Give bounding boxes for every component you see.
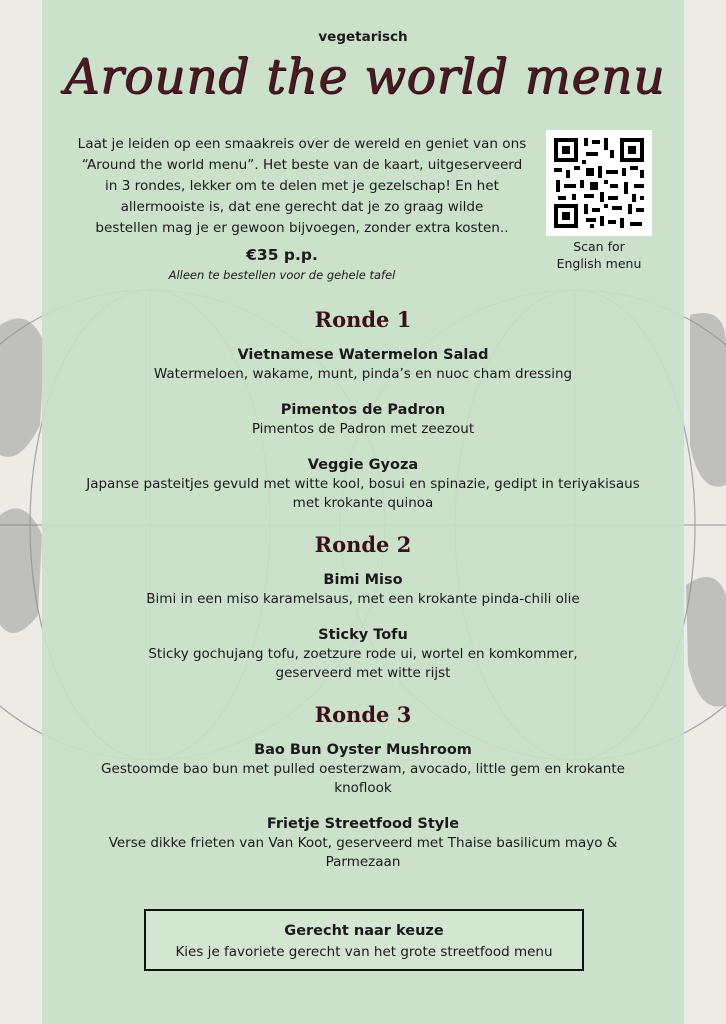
price-note: Alleen te bestellen voor de gehele tafel [168,268,396,282]
dish-description: knoflook [334,780,392,796]
dish-description: Japanse pasteitjes gevuld met witte kool, bosui en spinazie, gedipt in teriyakisaus [86,476,640,492]
menu-content [42,0,684,1024]
dish-description: Pimentos de Padron met zeezout [251,421,475,437]
menu-price: €35 p.p. [246,246,318,264]
intro-line: allermooiste is, dat ene gerecht dat je zo graag wilde [120,199,484,215]
dish [62,740,664,798]
choice-box [144,909,584,971]
round-title: Ronde 2 [314,532,412,557]
menu-tag: vegetarisch [318,29,408,45]
dish-description: Gestoomde bao bun met pulled oesterzwam, avocado, little gem en krokante [101,761,625,777]
dish-description: Watermeloen, wakame, munt, pinda’s en nuoc cham dressing [153,366,573,382]
dish [62,625,664,683]
dish-name: Veggie Gyoza [307,457,419,473]
dish-description: geserveerd met witte rijst [275,665,451,681]
dish-description: Sticky gochujang tofu, zoetzure rode ui, wortel en komkommer, [148,646,578,662]
dish-description: Verse dikke frieten van Van Koot, geserveerd met Thaise basilicum mayo & [108,835,618,851]
dish [62,400,664,439]
intro-line: bestellen mag je er gewoon bijvoegen, zonder extra kosten.. [95,220,509,236]
menu-title: Around the world menu [64,48,665,105]
dish [62,570,664,609]
intro-line: Laat je leiden op een smaakreis over de wereld en geniet van ons [77,136,527,152]
intro-text [62,134,542,239]
qr-code-icon [546,130,652,236]
dish-name: Bimi Miso [323,572,403,588]
intro-line: in 3 rondes, lekker om te delen met je gezelschap! En het [105,178,499,194]
qr-caption-line: English menu [556,256,642,271]
intro-line: “Around the world menu”. Het beste van de kaart, uitgeserveerd [81,157,523,173]
dish [62,345,664,384]
dish [62,455,664,513]
choice-title: Gerecht naar keuze [284,923,444,939]
round-title: Ronde 1 [314,307,412,332]
qr-caption [538,238,660,272]
round-title: Ronde 3 [314,702,412,727]
dish-description: met krokante quinoa [292,495,434,511]
dish-name: Vietnamese Watermelon Salad [237,347,489,363]
dish-description: Bimi in een miso karamelsaus, met een krokante pinda-chili olie [146,591,580,607]
dish-description: Parmezaan [325,854,401,870]
qr-code[interactable] [546,130,652,236]
dish-name: Sticky Tofu [318,627,408,643]
dish-name: Frietje Streetfood Style [266,816,460,832]
qr-caption-line: Scan for [573,239,625,254]
choice-description: Kies je favoriete gerecht van het grote streetfood menu [175,944,553,960]
dish-name: Bao Bun Oyster Mushroom [254,742,472,758]
dish-name: Pimentos de Padron [280,402,446,418]
dish [62,814,664,872]
